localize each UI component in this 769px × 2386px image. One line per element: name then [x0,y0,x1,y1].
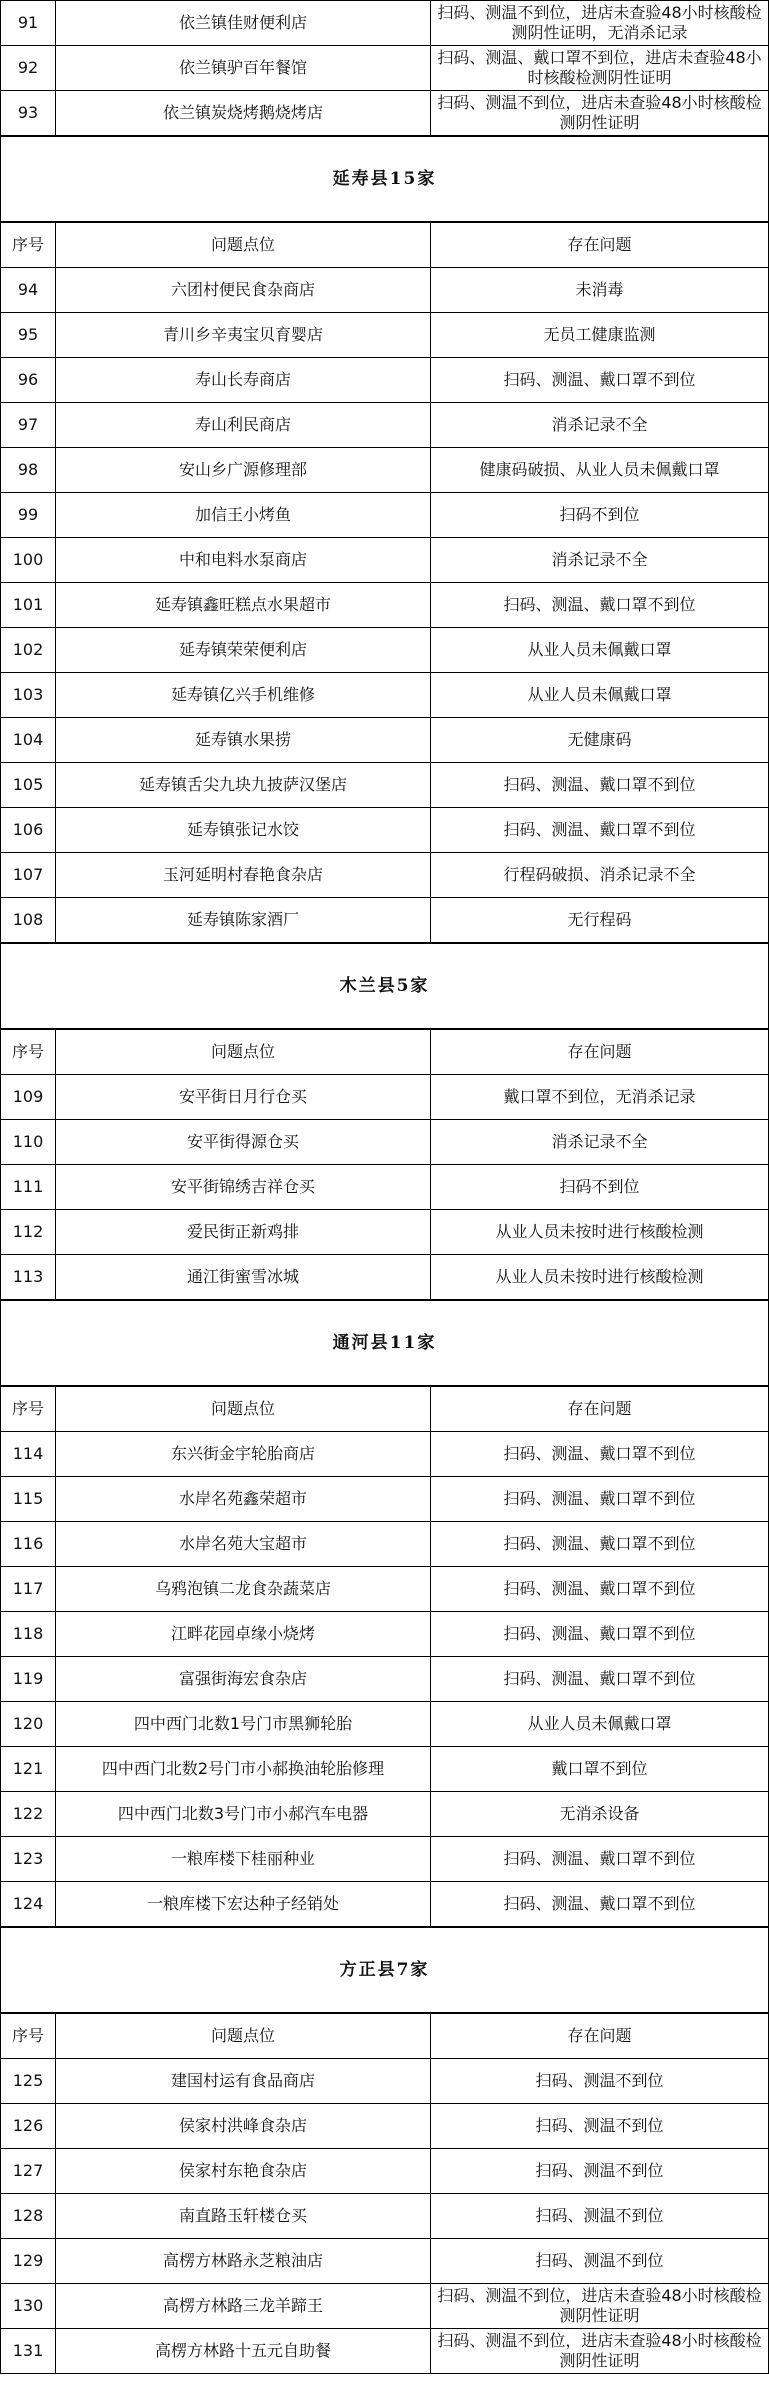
row-number: 91 [1,1,56,46]
row-issue: 扫码、测温、戴口罩不到位 [431,1657,769,1702]
row-location: 玉河延明村春艳食杂店 [56,853,431,898]
row-number: 129 [1,2239,56,2284]
row-number: 127 [1,2149,56,2194]
row-issue: 戴口罩不到位，无消杀记录 [431,1075,769,1120]
table-row [1,1792,769,1837]
row-number: 93 [1,91,56,137]
row-number: 102 [1,628,56,673]
section-title: 通河县11家 [1,1300,769,1386]
table-row [1,1210,769,1255]
row-location: 六团村便民食杂商店 [56,268,431,313]
row-number: 116 [1,1522,56,1567]
column-header-row [1,222,769,268]
row-location: 延寿镇张记水饺 [56,808,431,853]
row-issue: 消杀记录不全 [431,538,769,583]
row-issue: 扫码、测温不到位 [431,2239,769,2284]
row-issue: 扫码不到位 [431,493,769,538]
table-row [1,1255,769,1301]
row-issue: 扫码、测温、戴口罩不到位 [431,358,769,403]
row-location: 青川乡辛夷宝贝育婴店 [56,313,431,358]
row-number: 117 [1,1567,56,1612]
row-location: 寿山利民商店 [56,403,431,448]
table-row [1,358,769,403]
row-location: 寿山长寿商店 [56,358,431,403]
table-row [1,808,769,853]
section-title-row [1,136,769,222]
header-location: 问题点位 [56,2013,431,2059]
table-row [1,2329,769,2374]
table-row [1,1567,769,1612]
row-issue: 扫码、测温、戴口罩不到位 [431,1522,769,1567]
row-location: 乌鸦泡镇二龙食杂蔬菜店 [56,1567,431,1612]
row-location: 高楞方林路十五元自助餐 [56,2329,431,2374]
table-row [1,2284,769,2329]
header-issue: 存在问题 [431,2013,769,2059]
table-row [1,673,769,718]
row-issue: 从业人员未佩戴口罩 [431,628,769,673]
table-row [1,268,769,313]
row-location: 依兰镇炭烧烤鹅烧烤店 [56,91,431,137]
row-number: 118 [1,1612,56,1657]
row-location: 加信王小烤鱼 [56,493,431,538]
row-location: 南直路玉轩楼仓买 [56,2194,431,2239]
section-title: 延寿县15家 [1,136,769,222]
row-issue: 从业人员未按时进行核酸检测 [431,1210,769,1255]
row-location: 延寿镇荣荣便利店 [56,628,431,673]
row-issue: 扫码、测温、戴口罩不到位 [431,1882,769,1928]
row-number: 98 [1,448,56,493]
row-location: 依兰镇驴百年餐馆 [56,46,431,91]
row-issue: 扫码不到位 [431,1165,769,1210]
row-location: 东兴街金宇轮胎商店 [56,1432,431,1477]
section-title-row [1,1300,769,1386]
header-location: 问题点位 [56,1386,431,1432]
row-issue: 扫码、测温、戴口罩不到位，进店未查验48小时核酸检测阴性证明 [431,46,769,91]
header-no: 序号 [1,1029,56,1075]
row-number: 130 [1,2284,56,2329]
table-row [1,1,769,46]
row-issue: 消杀记录不全 [431,403,769,448]
table-row [1,91,769,137]
row-number: 114 [1,1432,56,1477]
row-number: 97 [1,403,56,448]
row-number: 126 [1,2104,56,2149]
row-issue: 无行程码 [431,898,769,944]
row-number: 95 [1,313,56,358]
row-location: 建国村运有食品商店 [56,2059,431,2104]
row-number: 105 [1,763,56,808]
row-location: 江畔花园卓缘小烧烤 [56,1612,431,1657]
row-location: 中和电料水泵商店 [56,538,431,583]
row-location: 延寿镇亿兴手机维修 [56,673,431,718]
table-row [1,2104,769,2149]
column-header-row [1,1029,769,1075]
row-number: 119 [1,1657,56,1702]
row-location: 通江街蜜雪冰城 [56,1255,431,1301]
section-title: 方正县7家 [1,1927,769,2013]
row-issue: 戴口罩不到位 [431,1747,769,1792]
table-row [1,628,769,673]
table-row [1,1075,769,1120]
row-issue: 扫码、测温不到位 [431,2194,769,2239]
row-number: 131 [1,2329,56,2374]
column-header-row [1,2013,769,2059]
row-location: 安山乡广源修理部 [56,448,431,493]
table-row [1,538,769,583]
row-number: 99 [1,493,56,538]
row-number: 120 [1,1702,56,1747]
row-location: 一粮库楼下桂丽种业 [56,1837,431,1882]
row-issue: 扫码、测温不到位 [431,2104,769,2149]
table-row [1,1882,769,1928]
row-location: 依兰镇佳财便利店 [56,1,431,46]
header-issue: 存在问题 [431,1386,769,1432]
header-issue: 存在问题 [431,222,769,268]
table-row [1,2239,769,2284]
table-row [1,1432,769,1477]
row-issue: 扫码、测温不到位，进店未查验48小时核酸检测阴性证明，无消杀记录 [431,1,769,46]
row-number: 112 [1,1210,56,1255]
table-row [1,2149,769,2194]
row-location: 侯家村东艳食杂店 [56,2149,431,2194]
row-issue: 扫码、测温、戴口罩不到位 [431,1567,769,1612]
row-issue: 消杀记录不全 [431,1120,769,1165]
row-issue: 从业人员未佩戴口罩 [431,673,769,718]
table-row [1,313,769,358]
section-title: 木兰县5家 [1,943,769,1029]
table-row [1,583,769,628]
table-row [1,1522,769,1567]
row-issue: 扫码、测温、戴口罩不到位 [431,1432,769,1477]
row-number: 128 [1,2194,56,2239]
row-issue: 从业人员未按时进行核酸检测 [431,1255,769,1301]
table-row [1,2194,769,2239]
table-row [1,2059,769,2104]
table-row [1,493,769,538]
column-header-row [1,1386,769,1432]
table-row [1,1657,769,1702]
row-issue: 无员工健康监测 [431,313,769,358]
header-location: 问题点位 [56,1029,431,1075]
row-location: 高楞方林路永芝粮油店 [56,2239,431,2284]
row-location: 高楞方林路三龙羊蹄王 [56,2284,431,2329]
table-body [1,1,769,2374]
table-row [1,718,769,763]
row-location: 侯家村洪峰食杂店 [56,2104,431,2149]
row-location: 四中西门北数3号门市小郝汽车电器 [56,1792,431,1837]
row-number: 111 [1,1165,56,1210]
row-location: 安平街日月行仓买 [56,1075,431,1120]
row-location: 四中西门北数2号门市小郝换油轮胎修理 [56,1747,431,1792]
row-issue: 扫码、测温不到位，进店未查验48小时核酸检测阴性证明 [431,2284,769,2329]
row-issue: 扫码、测温、戴口罩不到位 [431,1612,769,1657]
row-issue: 扫码、测温、戴口罩不到位 [431,583,769,628]
table-row [1,1477,769,1522]
row-issue: 扫码、测温、戴口罩不到位 [431,1477,769,1522]
section-title-row [1,943,769,1029]
row-location: 富强街海宏食杂店 [56,1657,431,1702]
table-row [1,1612,769,1657]
row-number: 94 [1,268,56,313]
row-location: 延寿镇舌尖九块九披萨汉堡店 [56,763,431,808]
row-location: 水岸名苑大宝超市 [56,1522,431,1567]
row-issue: 扫码、测温、戴口罩不到位 [431,808,769,853]
row-issue: 扫码、测温、戴口罩不到位 [431,763,769,808]
table-row [1,898,769,944]
row-issue: 无消杀设备 [431,1792,769,1837]
row-issue: 扫码、测温不到位 [431,2059,769,2104]
row-location: 一粮库楼下宏达种子经销处 [56,1882,431,1928]
table-row [1,46,769,91]
row-number: 113 [1,1255,56,1301]
row-issue: 扫码、测温、戴口罩不到位 [431,1837,769,1882]
row-location: 安平街锦绣吉祥仓买 [56,1165,431,1210]
row-issue: 扫码、测温不到位，进店未查验48小时核酸检测阴性证明 [431,2329,769,2374]
table-row [1,1165,769,1210]
row-number: 123 [1,1837,56,1882]
row-number: 96 [1,358,56,403]
row-number: 100 [1,538,56,583]
row-number: 109 [1,1075,56,1120]
row-number: 108 [1,898,56,944]
row-number: 115 [1,1477,56,1522]
section-title-row [1,1927,769,2013]
table-row [1,853,769,898]
row-number: 104 [1,718,56,763]
table-row [1,403,769,448]
row-location: 安平街得源仓买 [56,1120,431,1165]
table-row [1,1747,769,1792]
row-issue: 无健康码 [431,718,769,763]
row-location: 延寿镇水果捞 [56,718,431,763]
header-no: 序号 [1,1386,56,1432]
row-number: 125 [1,2059,56,2104]
row-location: 延寿镇陈家酒厂 [56,898,431,944]
row-number: 110 [1,1120,56,1165]
row-location: 四中西门北数1号门市黑狮轮胎 [56,1702,431,1747]
row-location: 延寿镇鑫旺糕点水果超市 [56,583,431,628]
table-row [1,763,769,808]
header-location: 问题点位 [56,222,431,268]
row-number: 124 [1,1882,56,1928]
row-issue: 未消毒 [431,268,769,313]
header-issue: 存在问题 [431,1029,769,1075]
row-number: 107 [1,853,56,898]
header-no: 序号 [1,2013,56,2059]
table-row [1,1837,769,1882]
row-number: 121 [1,1747,56,1792]
row-issue: 行程码破损、消杀记录不全 [431,853,769,898]
row-number: 122 [1,1792,56,1837]
row-issue: 扫码、测温不到位，进店未查验48小时核酸检测阴性证明 [431,91,769,137]
row-issue: 扫码、测温不到位 [431,2149,769,2194]
row-issue: 从业人员未佩戴口罩 [431,1702,769,1747]
row-issue: 健康码破损、从业人员未佩戴口罩 [431,448,769,493]
row-number: 92 [1,46,56,91]
table-row [1,1120,769,1165]
row-location: 水岸名苑鑫荣超市 [56,1477,431,1522]
table-row [1,448,769,493]
row-number: 103 [1,673,56,718]
row-number: 101 [1,583,56,628]
row-number: 106 [1,808,56,853]
table-row [1,1702,769,1747]
row-location: 爱民街正新鸡排 [56,1210,431,1255]
header-no: 序号 [1,222,56,268]
